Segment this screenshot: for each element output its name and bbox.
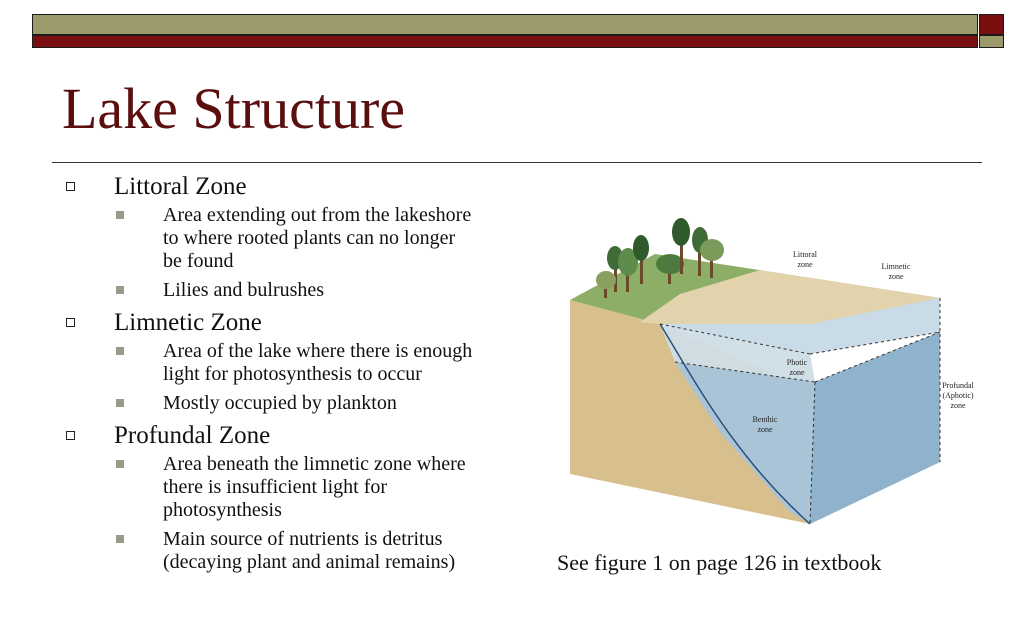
sub-bullet-text: photosynthesis	[163, 499, 282, 521]
littoral-label: Littoral	[793, 250, 817, 259]
sub-bullet-text: (decaying plant and animal remains)	[163, 551, 456, 573]
profundal-label: Profundal	[942, 381, 974, 390]
bullet-heading: Littoral Zone	[114, 173, 247, 200]
square-bullet-icon	[116, 399, 124, 407]
photic-label: Photic	[786, 358, 808, 367]
sub-bullet-text: be found	[163, 250, 234, 272]
slide-title: Lake Structure	[62, 76, 406, 141]
profundal-label-2: (Aphotic)	[942, 391, 974, 400]
sub-bullet-text: Area beneath the limnetic zone where	[163, 453, 466, 475]
sub-bullet-text: Area of the lake where there is enough	[163, 340, 473, 362]
benthic-label-2: zone	[757, 425, 773, 434]
benthic-label: Benthic	[752, 415, 778, 424]
title-divider	[52, 162, 982, 163]
header-corner-maroon	[979, 14, 1004, 35]
square-bullet-icon	[116, 535, 124, 543]
sub-bullet	[62, 392, 532, 415]
hollow-square-bullet-icon	[66, 182, 75, 191]
sub-bullet	[62, 279, 532, 302]
sub-bullet-text: Mostly occupied by plankton	[163, 392, 397, 414]
sub-bullet	[62, 528, 532, 574]
bullet-littoral-zone	[62, 172, 532, 202]
water-side-face	[810, 332, 940, 524]
square-bullet-icon	[116, 460, 124, 468]
square-bullet-icon	[116, 347, 124, 355]
lake-structure-diagram	[560, 212, 974, 530]
sub-bullet	[62, 453, 532, 522]
square-bullet-icon	[116, 286, 124, 294]
bullet-profundal-zone	[62, 421, 532, 451]
sub-bullet-text: Area extending out from the lakeshore	[163, 204, 472, 226]
figure-caption: See figure 1 on page 126 in textbook	[557, 550, 882, 575]
sub-bullet	[62, 204, 532, 273]
bullet-list	[62, 172, 532, 580]
sub-bullet-text: there is insufficient light for	[163, 476, 388, 498]
bullet-heading: Limnetic Zone	[114, 309, 262, 336]
limnetic-label: Limnetic	[881, 262, 911, 271]
header-band-olive	[32, 14, 978, 35]
sub-bullet-text: Main source of nutrients is detritus	[163, 528, 443, 550]
square-bullet-icon	[116, 211, 124, 219]
littoral-label-2: zone	[797, 260, 813, 269]
header-band-maroon	[32, 35, 978, 48]
sub-bullet-text: Lilies and bulrushes	[163, 279, 325, 301]
bullet-heading: Profundal Zone	[114, 422, 271, 449]
hollow-square-bullet-icon	[66, 318, 75, 327]
photic-label-2: zone	[789, 368, 805, 377]
sub-bullet-text: to where rooted plants can no longer	[163, 227, 456, 249]
sub-bullet	[62, 340, 532, 386]
profundal-label-3: zone	[950, 401, 966, 410]
header-corner-olive	[979, 35, 1004, 48]
limnetic-label-2: zone	[888, 272, 904, 281]
hollow-square-bullet-icon	[66, 431, 75, 440]
sub-bullet-text: light for photosynthesis to occur	[163, 363, 422, 385]
bullet-limnetic-zone	[62, 308, 532, 338]
